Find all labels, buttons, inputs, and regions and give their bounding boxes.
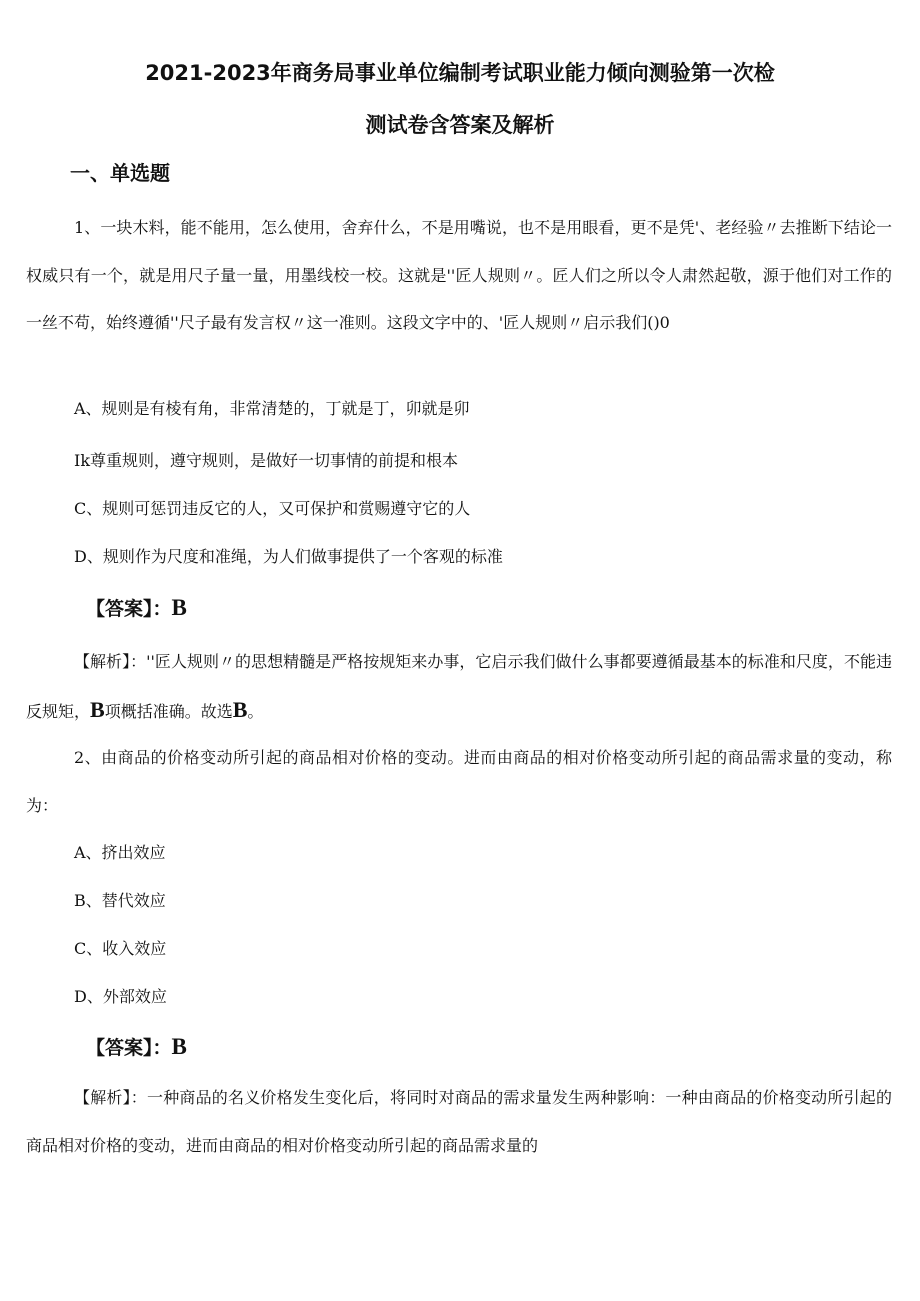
question-2-answer (86, 1032, 187, 1063)
explanation-text-mid: 项概括准确。故选 (104, 701, 233, 721)
question-1-option-a: A、规则是有棱有角，非常清楚的，丁就是丁，卯就是卯 (74, 399, 470, 418)
question-1-answer (86, 593, 187, 624)
answer-value: B (171, 1034, 187, 1059)
question-1-explanation (26, 638, 892, 735)
section-heading: 一、单选题 (70, 161, 170, 185)
document-title-line-2: 测试卷含答案及解析 (365, 113, 555, 137)
explanation-choice: B (232, 696, 248, 722)
question-2-stem: 2、由商品的价格变动所引起的商品相对价格的变动。进而由商品的相对价格变动所引起的商品需求量的变动，称为： (26, 748, 892, 815)
question-1-option-b: Ik尊重规则，遵守规则，是做好一切事情的前提和根本 (74, 451, 459, 470)
question-2-explanation: 【解析】：一种商品的名义价格发生变化后，将同时对商品的需求量发生两种影响：一种由商品的价格变动所引起的商品相对价格的变动，进而由商品的相对价格变动所引起的商品需求量的 (26, 1088, 892, 1155)
answer-label: 【答案】： (86, 1037, 172, 1059)
question-2-option-b: B、替代效应 (74, 891, 166, 910)
explanation-text: 【解析】：''匠人规则〃的思想精髓是严格按规矩来办事，它启示我们做什么事都要遵循最基本的标准和尺度，不能违反规矩， (26, 652, 892, 721)
question-2-option-c: C、收入效应 (74, 939, 167, 958)
question-1-stem: 1、一块木料，能不能用，怎么使用，舍弃什么，不是用嘴说，也不是用眼看，更不是凭'、老经验〃去推断下结论一权威只有一个，就是用尺子量一量，用墨线校一校。这就是''匠人规则〃。匠人们之所以令人肃然起敬，源于他们对工作的一丝不苟，始终遵循''尺子最有发言权〃这一准则。这段文字中的、'匠人规则〃启示我们()0 (26, 218, 892, 332)
document-title-line-1: 2021-2023年商务局事业单位编制考试职业能力倾向测验第一次检 (145, 61, 775, 85)
answer-label: 【答案】： (86, 598, 172, 620)
answer-value: B (171, 595, 187, 620)
question-1-option-d: D、规则作为尺度和准绳，为人们做事提供了一个客观的标准 (74, 547, 503, 566)
question-2-option-a: A、挤出效应 (74, 843, 166, 862)
explanation-option-ref: B (90, 696, 105, 722)
question-2-option-d: D、外部效应 (74, 987, 167, 1006)
question-1-option-c: C、规则可惩罚违反它的人，又可保护和赏赐遵守它的人 (74, 499, 471, 518)
explanation-end: 。 (247, 701, 264, 721)
